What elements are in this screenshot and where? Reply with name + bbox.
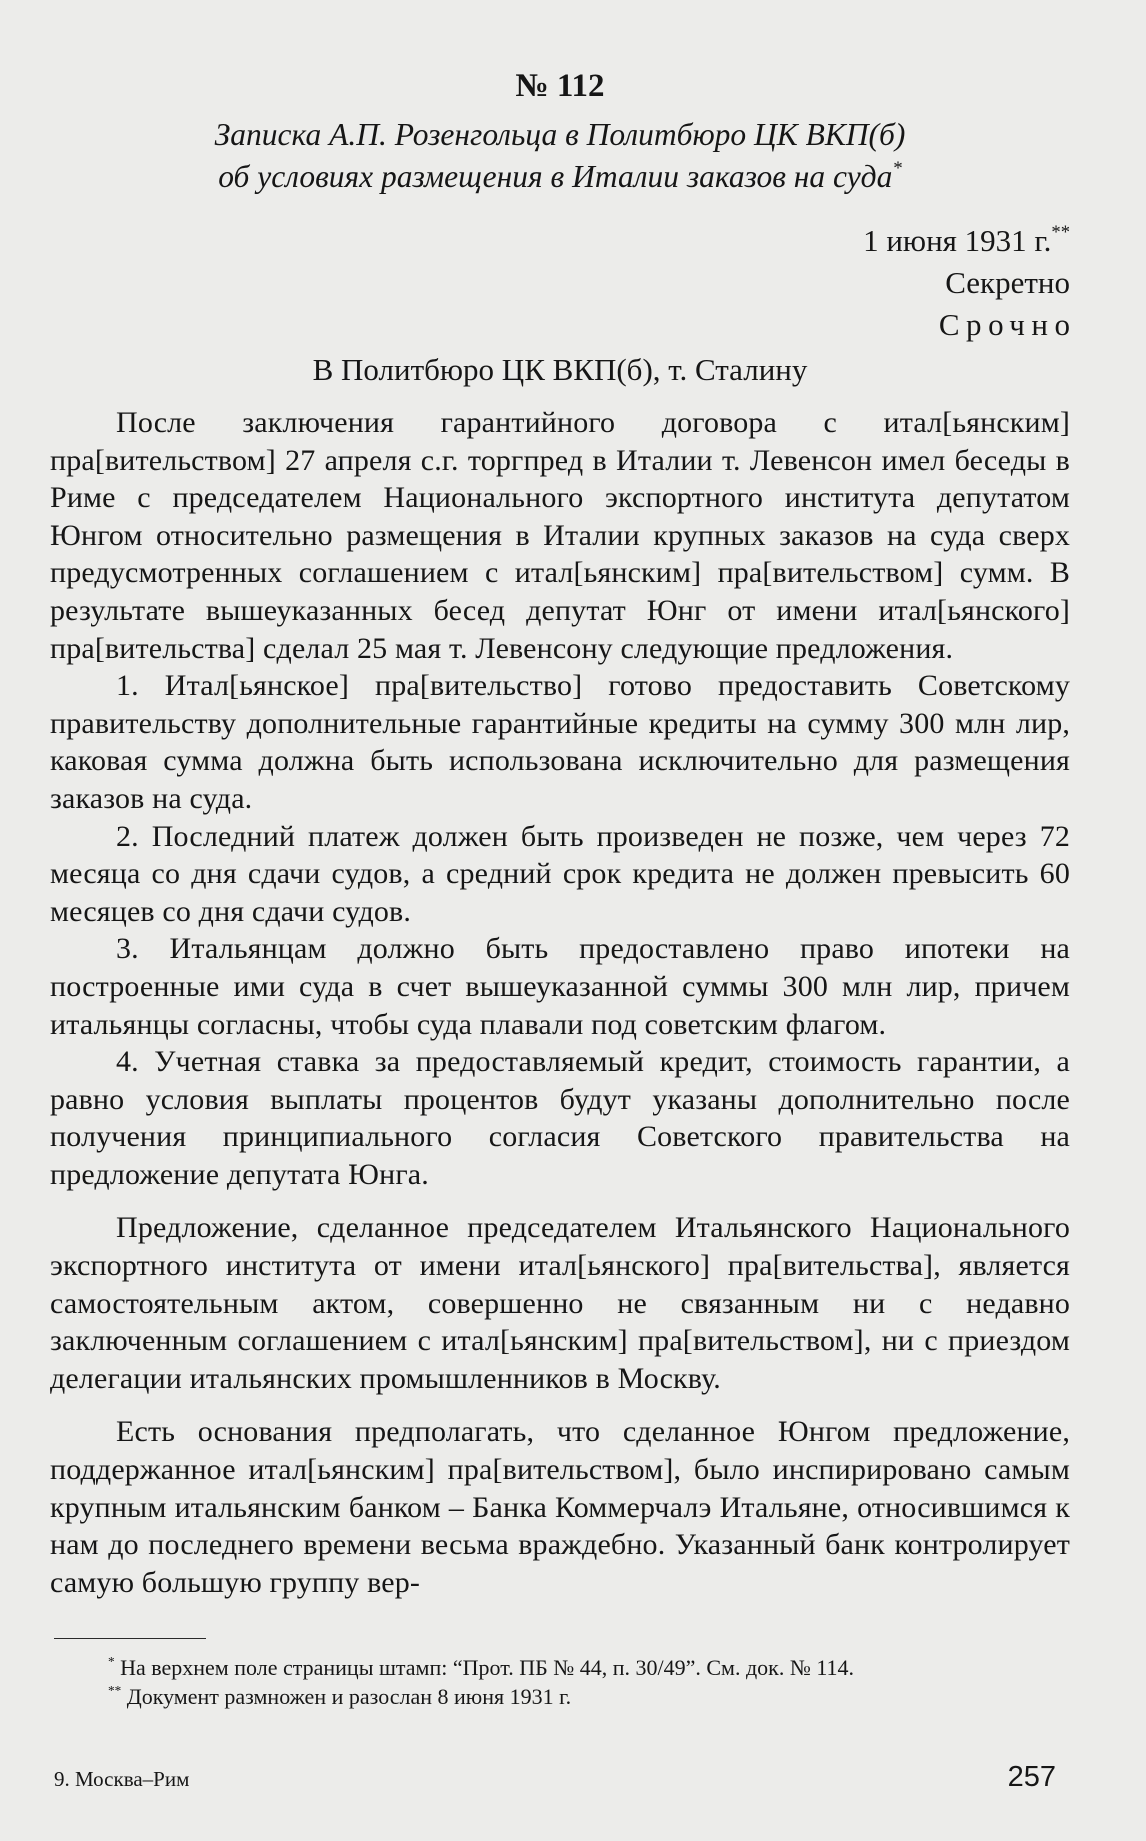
footnote-2	[50, 1682, 1070, 1711]
addressee-line: В Политбюро ЦК ВКП(б), т. Сталину	[312, 352, 808, 387]
page-number: 257	[1007, 1761, 1056, 1793]
title-line-1: Записка А.П. Розенгольца в Политбюро ЦК ВКП(б)	[214, 117, 906, 152]
document-number: № 112	[515, 68, 605, 104]
section-label: 9. Москва–Рим	[54, 1767, 190, 1791]
proposal-item-2: 2. Последний платеж должен быть произведен не позже, чем через 72 месяца со дня сдачи судов, а средний срок кредита не должен превысить 60 месяцев со дня сдачи судов.	[50, 819, 1070, 928]
document-title	[50, 114, 1070, 198]
footnote-1-mark: *	[108, 1654, 115, 1670]
document-date	[50, 220, 1070, 262]
urgency-text: Срочно	[938, 307, 1077, 342]
title-line-2-text: об условиях размещения в Италии заказов на суда	[218, 159, 893, 194]
proposal-item-4: 4. Учетная ставка за предоставляемый кредит, стоимость гарантии, а равно условия выплаты процентов будут указаны дополнительно после получения принципиального согласия Советского правительства на предложение депутата Юнга.	[50, 1045, 1070, 1191]
page-footer	[50, 1761, 1070, 1791]
date-text: 1 июня 1931 г.	[863, 223, 1052, 258]
body-paragraph: Есть основания предполагать, что сделанное Юнгом предложение, поддержанное итал[ьянским] пра[вительством], было инспирировано самым крупным итальянским банком – Банка Коммерчалэ Итальяне, относившимся к нам до последнего времени весьма враждебно. Указанный банк контролирует самую большую группу вер-	[50, 1415, 1070, 1599]
footnote-1-text: На верхнем поле страницы штамп: “Прот. ПБ № 44, п. 30/49”. См. док. № 114.	[120, 1655, 854, 1681]
footnote-1	[50, 1653, 1070, 1682]
classification-stamp: Секретно	[945, 265, 1070, 300]
title-line-2	[50, 156, 1070, 198]
body-paragraph: После заключения гарантийного договора с итал[ьянским] пра[вительством] 27 апреля с.г. торгпред в Италии т. Левенсон имел беседы в Риме с председателем Национального экспортного института депутатом Юнгом относительно размещения в Италии крупных заказов на суда сверх предусмотренных соглашением с итал[ьянским] пра[вительством] сумм. В результате вышеуказанных бесед депутат Юнг от имени итал[ьянского] пра[вительства] сделал 25 мая т. Левенсону следующие предложения.	[50, 406, 1070, 665]
proposal-item-3: 3. Итальянцам должно быть предоставлено право ипотеки на построенные ими суда в счет вышеуказанной суммы 300 млн лир, причем итальянцы согласны, чтобы суда плавали под советским флагом.	[50, 932, 1070, 1041]
title-footnote-mark: *	[892, 157, 902, 179]
footnote-2-text: Документ размножен и разослан 8 июня 1931 г.	[126, 1684, 572, 1710]
proposal-item-1: 1. Итал[ьянское] пра[вительство] готово предоставить Советскому правительству дополнительные гарантийные кредиты на сумму 300 млн лир, каковая сумма должна быть использована исключительно для размещения заказов на суда.	[50, 669, 1070, 815]
date-footnote-mark: **	[1051, 221, 1070, 243]
urgency-stamp	[50, 304, 1077, 346]
footnote-divider	[54, 1638, 206, 1639]
footnote-2-mark: **	[108, 1683, 122, 1699]
document-body	[50, 404, 1070, 1601]
body-paragraph: Предложение, сделанное председателем Итальянского Национального экспортного института от имени итал[ьянского] пра[вительства], является самостоятельным актом, совершенно не связанным ни с недавно заключенным соглашением с итал[ьянским] пра[вительством], ни с приездом делегации итальянских промышленников в Москву.	[50, 1211, 1070, 1395]
